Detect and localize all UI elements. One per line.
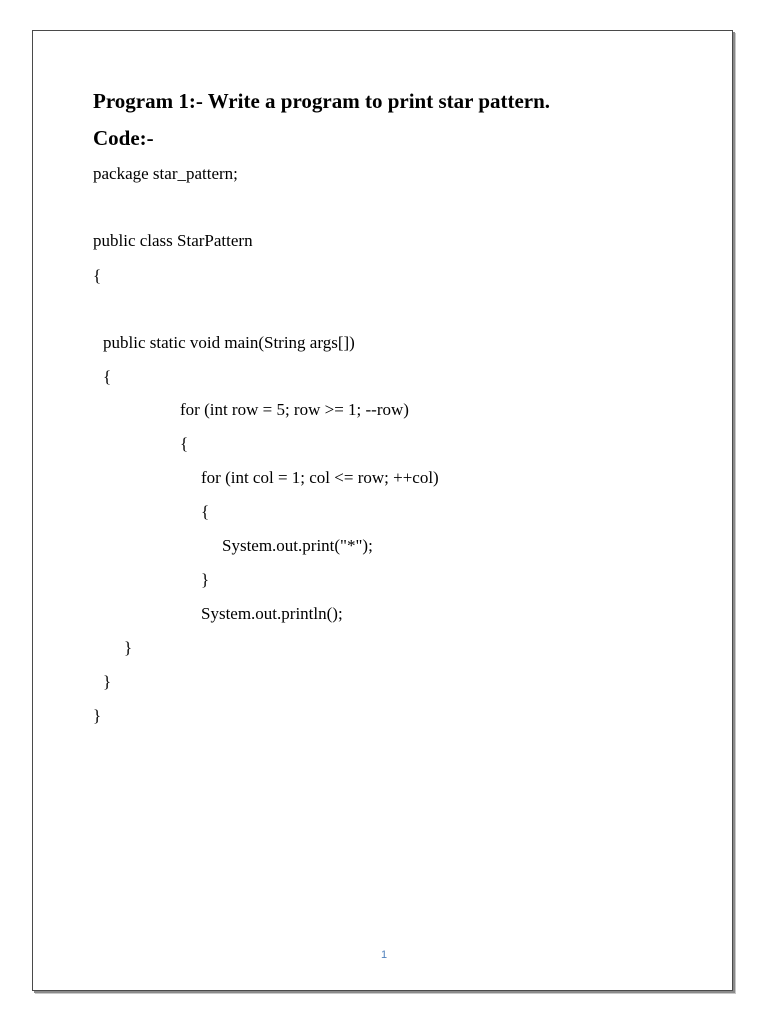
code-line: for (int row = 5; row >= 1; --row) [180,400,409,419]
page-number: 1 [380,949,388,961]
code-line: public static void main(String args[]) [103,333,355,352]
code-line: } [93,706,102,725]
code-line: } [103,672,112,691]
code-line: { [93,266,102,285]
code-line: { [180,434,189,453]
document-title: Program 1:- Write a program to print star pattern. [93,89,551,113]
code-line: { [201,502,210,521]
code-line: for (int col = 1; col <= row; ++col) [201,468,439,487]
code-line: System.out.print("*"); [222,536,373,555]
code-line: { [103,367,112,386]
code-label: Code:- [93,126,154,150]
code-line: public class StarPattern [93,231,253,250]
code-line: } [124,638,133,657]
code-line: System.out.println(); [201,604,343,623]
code-line: } [201,570,210,589]
code-line: package star_pattern; [93,164,238,183]
